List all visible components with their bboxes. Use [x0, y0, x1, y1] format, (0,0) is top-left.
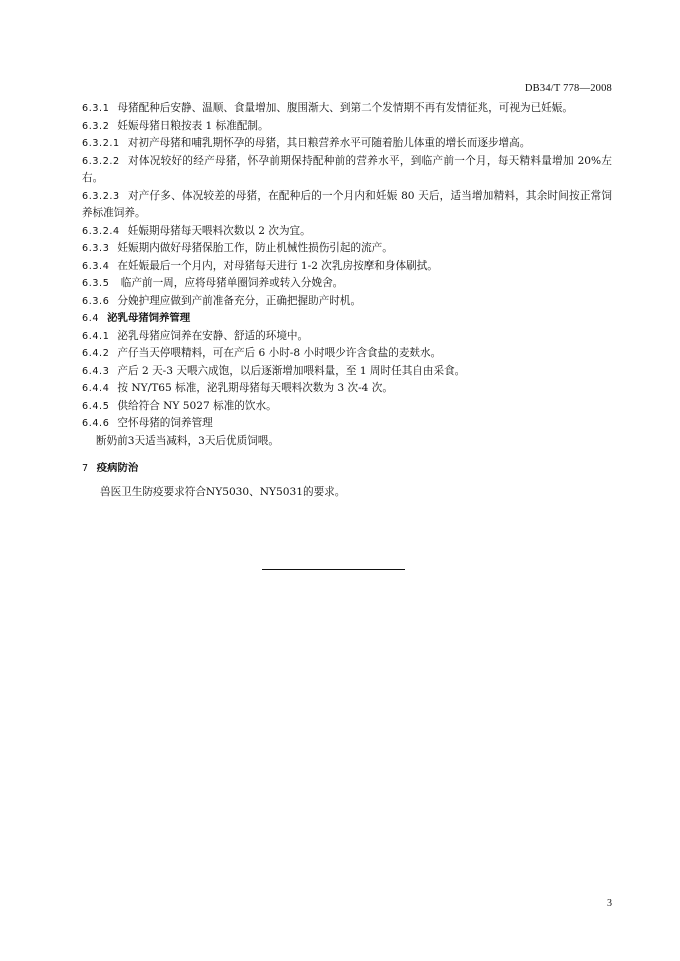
- clause-number: 6.4.3: [82, 365, 110, 377]
- clause-number: 6.3.5: [82, 278, 110, 289]
- section-title: 疫病防治: [96, 462, 139, 474]
- clause-text: 妊娠母猪日粮按表 1 标准配制。: [117, 119, 269, 132]
- clause-text: 妊娠期母猪每天喂料次数以 2 次为宜。: [127, 224, 311, 237]
- clause-6-3-6: [82, 293, 612, 311]
- section-number: 6.4: [82, 313, 100, 324]
- section-number: 7: [82, 463, 89, 474]
- clause-6-4-3: [82, 363, 612, 381]
- clause-text: 产后 2 天-3 天喂六成饱，以后逐渐增加喂料量，至 1 周时任其自由采食。: [117, 364, 466, 377]
- clause-number: 6.3.4: [82, 260, 110, 272]
- clause-text: 泌乳母猪应饲养在安静、舒适的环境中。: [117, 329, 309, 342]
- clause-number: 6.4.4: [82, 383, 110, 394]
- clause-6-3-3: [82, 240, 612, 258]
- section-7-heading: [82, 460, 612, 478]
- clause-number: 6.3.3: [82, 243, 110, 254]
- clause-text: 母猪配种后安静、温顺、食量增加、腹围渐大、到第二个发情期不再有发情征兆，可视为已妊娠。: [117, 102, 573, 114]
- clause-6-3-2-1: [82, 135, 612, 153]
- clause-number: 6.4.1: [82, 330, 110, 342]
- clause-text: 对体况较好的经产母猪，怀孕前期保持配种前的营养水平，到临产前一个月，每天精料量增加 20%左右。: [82, 154, 612, 184]
- clause-6-4-4: [82, 380, 612, 398]
- clause-6-4-5: [82, 398, 612, 416]
- clause-6-4-6-body: 断奶前3天适当减料，3天后优质饲喂。: [96, 434, 279, 447]
- clause-number: 6.4.2: [82, 348, 110, 359]
- clause-6-3-4: [82, 258, 612, 276]
- clause-text: 供给符合 NY 5027 标准的饮水。: [117, 399, 277, 412]
- clause-number: 6.4.6: [82, 418, 110, 429]
- clause-6-4-1: [82, 328, 612, 346]
- clause-6-4-2: [82, 345, 612, 363]
- clause-number: 6.3.2.2: [82, 155, 120, 167]
- clause-number: 6.4.5: [82, 400, 110, 412]
- standard-code: DB34/T 778—2008: [524, 83, 612, 94]
- section-6-4-heading: [82, 310, 612, 328]
- clause-6-4-6: [82, 415, 612, 433]
- clause-text: 对初产母猪和哺乳期怀孕的母猪，其日粮营养水平可随着胎儿体重的增长而逐步增高。: [127, 137, 531, 149]
- clause-6-3-5: [82, 275, 612, 293]
- clause-6-3-2-4: [82, 223, 612, 241]
- clause-text: 对产仔多、体况较差的母猪，在配种后的一个月内和妊娠 80 天后，适当增加精料，其余时间按正常饲养标准饲养。: [82, 189, 612, 219]
- clause-text: 产仔当天停喂精料，可在产后 6 小时-8 小时喂少许含食盐的麦麸水。: [117, 347, 442, 359]
- clause-text: 临产前一周，应将母猪单圈饲养或转入分娩舍。: [117, 277, 344, 289]
- clause-number: 6.3.6: [82, 295, 110, 307]
- clause-6-3-2: [82, 118, 612, 136]
- clause-text: 空怀母猪的饲养管理: [117, 417, 213, 429]
- document-body: [82, 100, 612, 501]
- clause-text: 在妊娠最后一个月内，对母猪每天进行 1-2 次乳房按摩和身体刷拭。: [117, 259, 438, 272]
- clause-text: 妊娠期内做好母猪保胎工作，防止机械性损伤引起的流产。: [117, 242, 393, 254]
- section-7-body: 兽医卫生防疫要求符合NY5030、NY5031的要求。: [100, 485, 346, 498]
- page-number: 3: [607, 898, 612, 909]
- clause-text: 分娩护理应做到产前准备充分，正确把握助产时机。: [117, 294, 362, 307]
- clause-number: 6.3.2: [82, 120, 110, 132]
- clause-6-3-2-2: [82, 153, 612, 188]
- clause-6-3-1: [82, 100, 612, 118]
- clause-text: 按 NY/T65 标准，泌乳期母猪每天喂料次数为 3 次-4 次。: [117, 382, 393, 394]
- clause-number: 6.3.1: [82, 103, 110, 114]
- clause-number: 6.3.2.3: [82, 190, 120, 202]
- clause-number: 6.3.2.4: [82, 225, 120, 237]
- section-title: 泌乳母猪饲养管理: [107, 312, 191, 324]
- end-of-document-rule: [262, 569, 405, 570]
- clause-number: 6.3.2.1: [82, 138, 120, 149]
- clause-6-3-2-3: [82, 188, 612, 223]
